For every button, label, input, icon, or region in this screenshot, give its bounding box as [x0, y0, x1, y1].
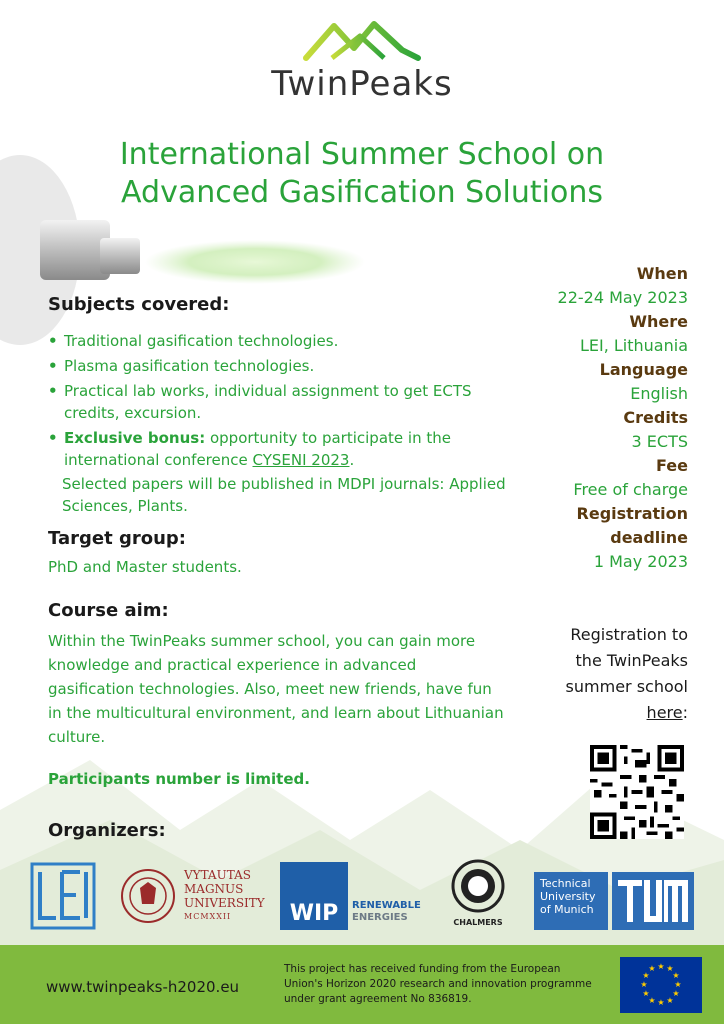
organizers-heading: Organizers: [48, 820, 166, 841]
list-item-bonus [48, 427, 508, 471]
event-info [498, 262, 688, 574]
logo-wordmark: TwinPeaks [271, 64, 453, 104]
vmu-line-4: MCMXXII [184, 912, 232, 921]
svg-text:★: ★ [640, 980, 648, 989]
where-value: LEI, Lithuania [579, 336, 688, 355]
bonus-end: . [349, 451, 355, 469]
svg-text:★: ★ [674, 980, 682, 989]
chalmers-text: CHALMERS [453, 918, 503, 927]
svg-text:★: ★ [672, 971, 680, 980]
when-value: 22-24 May 2023 [557, 288, 688, 307]
language-value: English [630, 384, 688, 403]
where-label: Where [629, 312, 688, 331]
tum-logo-icon [612, 872, 694, 930]
registration-line-2: the TwinPeaks [575, 651, 688, 670]
registration-colon: : [682, 703, 688, 722]
cyseni-link[interactable]: CYSENI 2023 [252, 451, 350, 469]
tum-text: Technical University of Munich [534, 872, 608, 930]
registration-link[interactable]: here [646, 703, 683, 722]
vmu-seal-icon [120, 866, 176, 926]
title-line-2: Advanced Gasification Solutions [121, 175, 603, 210]
aim-text: Within the TwinPeaks summer school, you can gain more knowledge and practical experience in advanced gasification technologies. Also, meet new friends, have fun in the multicultural environment, and learn about Lithuanian culture. [48, 632, 504, 746]
funding-notice: This project has received funding from the European Union's Horizon 2020 research and innovation programme under grant agreement No 836819. [284, 963, 592, 1005]
wip-mark: WIP [280, 862, 348, 930]
deadline-label-2: deadline [610, 528, 688, 547]
vmu-line-1: VYTAUTAS [184, 868, 251, 882]
mountains-logo-icon [302, 18, 422, 62]
registration-line-4 [498, 700, 688, 726]
svg-text:★: ★ [657, 962, 665, 971]
svg-text:★: ★ [666, 996, 674, 1005]
lei-text: LEI [30, 860, 32, 861]
vmu-line-2: MAGNUS [184, 882, 244, 896]
lei-logo [30, 860, 96, 932]
qr-code-icon[interactable] [590, 745, 684, 839]
language-label: Language [599, 360, 688, 379]
target-heading: Target group: [48, 528, 186, 549]
wip-logo [280, 862, 421, 930]
list-item: • Traditional gasification technologies. [48, 330, 508, 352]
svg-text:★: ★ [648, 996, 656, 1005]
registration-line-1: Registration to [570, 625, 688, 644]
subjects-heading: Subjects covered: [48, 294, 230, 315]
registration-line-3: summer school [565, 677, 688, 696]
fee-label: Fee [656, 456, 688, 475]
aim-heading: Course aim: [48, 600, 169, 621]
participants-limited-note: Participants number is limited. [48, 770, 310, 788]
plasma-torch-illustration [0, 150, 370, 360]
chalmers-logo [446, 858, 510, 932]
registration-block [498, 622, 688, 726]
credits-label: Credits [623, 408, 688, 427]
publication-note: Selected papers will be published in MDPI journals: Applied Sciences, Plants. [62, 475, 506, 515]
deadline-label-1: Registration [576, 504, 688, 523]
website-link[interactable]: www.twinpeaks-h2020.eu [46, 978, 240, 996]
svg-text:★: ★ [648, 964, 656, 973]
twinpeaks-logo [0, 18, 724, 104]
bonus-label: Exclusive bonus: [64, 429, 206, 447]
bonus-text: opportunity to participate in the international conference [64, 429, 451, 469]
list-item: • Practical lab works, individual assignment to get ECTS credits, excursion. [48, 380, 508, 424]
target-text: PhD and Master students. [48, 558, 242, 576]
svg-text:★: ★ [666, 964, 674, 973]
subjects-list [48, 330, 508, 474]
credits-value: 3 ECTS [631, 432, 688, 451]
svg-text:★: ★ [642, 971, 650, 980]
eu-flag-icon [620, 957, 702, 1013]
vmu-logo [120, 862, 270, 930]
wip-line-1: RENEWABLE [352, 900, 421, 911]
list-item: • Plasma gasification technologies. [48, 355, 508, 377]
deadline-value: 1 May 2023 [593, 552, 688, 571]
chalmers-seal-icon [446, 858, 510, 914]
wip-line-2: ENERGIES [352, 912, 408, 923]
svg-text:★: ★ [672, 989, 680, 998]
vmu-line-3: UNIVERSITY [184, 896, 265, 910]
title-line-1: International Summer School on [119, 137, 605, 172]
fee-value: Free of charge [573, 480, 688, 499]
svg-text:★: ★ [642, 989, 650, 998]
svg-text:★: ★ [657, 998, 665, 1007]
when-label: When [636, 264, 688, 283]
